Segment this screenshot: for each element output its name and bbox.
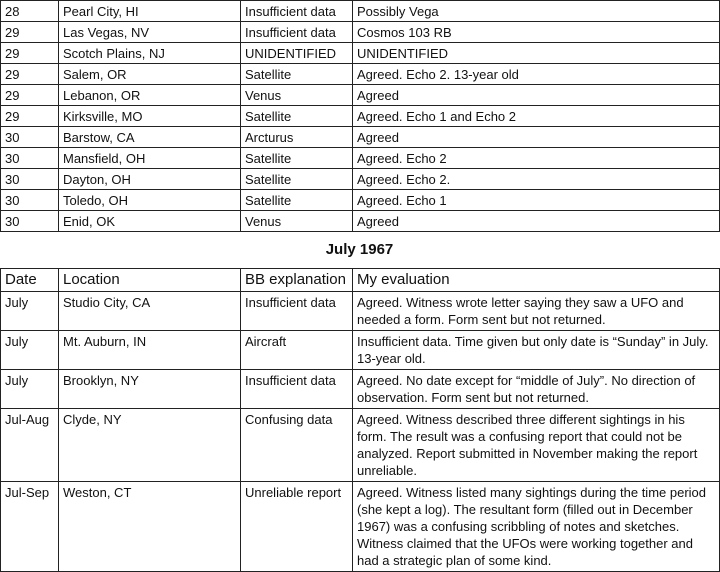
table-row: [1, 85, 720, 106]
cell-bb-explanation: Venus: [241, 211, 353, 232]
cell-location: Lebanon, OR: [59, 85, 241, 106]
cell-evaluation: UNIDENTIFIED: [353, 43, 720, 64]
cell-bb-explanation: Satellite: [241, 169, 353, 190]
cell-location: Mansfield, OH: [59, 148, 241, 169]
header-date: Date: [1, 269, 59, 292]
table-row: [1, 370, 720, 409]
table-row: [1, 482, 720, 572]
header-location: Location: [59, 269, 241, 292]
cell-evaluation: Agreed. Echo 2.: [353, 169, 720, 190]
cell-evaluation: Agreed. Echo 2: [353, 148, 720, 169]
cell-evaluation: Cosmos 103 RB: [353, 22, 720, 43]
header-row: [1, 269, 720, 292]
table-row: [1, 1, 720, 22]
table-row: [1, 211, 720, 232]
table-row: [1, 148, 720, 169]
cell-evaluation: Possibly Vega: [353, 1, 720, 22]
cell-bb-explanation: Satellite: [241, 148, 353, 169]
cell-location: Studio City, CA: [59, 292, 241, 331]
table-row: [1, 43, 720, 64]
table-row: [1, 64, 720, 85]
cell-evaluation: Agreed. Echo 1: [353, 190, 720, 211]
cell-location: Pearl City, HI: [59, 1, 241, 22]
cell-date: Jul-Aug: [1, 409, 59, 482]
july-sightings-body: [1, 292, 720, 572]
cell-bb-explanation: Insufficient data: [241, 1, 353, 22]
cell-evaluation: Insufficient data. Time given but only date is “Sunday” in July. 13-year old.: [353, 331, 720, 370]
cell-location: Brooklyn, NY: [59, 370, 241, 409]
cell-location: Salem, OR: [59, 64, 241, 85]
table-row: [1, 169, 720, 190]
header-bb-explanation: BB explanation: [241, 269, 353, 292]
cell-date: 30: [1, 211, 59, 232]
cell-date: 30: [1, 169, 59, 190]
cell-bb-explanation: UNIDENTIFIED: [241, 43, 353, 64]
cell-date: July: [1, 292, 59, 331]
section-title: July 1967: [325, 241, 394, 258]
cell-evaluation: Agreed. Echo 1 and Echo 2: [353, 106, 720, 127]
cell-bb-explanation: Satellite: [241, 190, 353, 211]
table-row: [1, 292, 720, 331]
cell-bb-explanation: Venus: [241, 85, 353, 106]
table-row: [1, 190, 720, 211]
cell-date: 28: [1, 1, 59, 22]
june-sightings-table: [0, 0, 720, 232]
cell-date: July: [1, 370, 59, 409]
cell-bb-explanation: Insufficient data: [241, 22, 353, 43]
cell-date: Jul-Sep: [1, 482, 59, 572]
cell-evaluation: Agreed. Witness listed many sightings during the time period (she kept a log). The resultant form (filled out in December 1967) was a confusing scribbling of notes and sketches. Witness claimed that the UFOs were working together and had a strategic plan of some kind.: [353, 482, 720, 572]
cell-date: 30: [1, 127, 59, 148]
cell-location: Scotch Plains, NJ: [59, 43, 241, 64]
cell-bb-explanation: Insufficient data: [241, 370, 353, 409]
cell-evaluation: Agreed: [353, 211, 720, 232]
cell-evaluation: Agreed: [353, 127, 720, 148]
july-sightings-table: [0, 268, 720, 572]
cell-date: 29: [1, 85, 59, 106]
cell-bb-explanation: Satellite: [241, 64, 353, 85]
cell-location: Barstow, CA: [59, 127, 241, 148]
cell-bb-explanation: Satellite: [241, 106, 353, 127]
table-row: [1, 127, 720, 148]
table-row: [1, 331, 720, 370]
cell-bb-explanation: Unreliable report: [241, 482, 353, 572]
cell-location: Toledo, OH: [59, 190, 241, 211]
cell-location: Enid, OK: [59, 211, 241, 232]
cell-date: July: [1, 331, 59, 370]
cell-date: 29: [1, 106, 59, 127]
cell-bb-explanation: Confusing data: [241, 409, 353, 482]
cell-evaluation: Agreed. Echo 2. 13-year old: [353, 64, 720, 85]
cell-evaluation: Agreed: [353, 85, 720, 106]
cell-location: Kirksville, MO: [59, 106, 241, 127]
cell-date: 30: [1, 148, 59, 169]
cell-evaluation: Agreed. Witness wrote letter saying they saw a UFO and needed a form. Form sent but not returned.: [353, 292, 720, 331]
table-row: [1, 106, 720, 127]
cell-location: Dayton, OH: [59, 169, 241, 190]
cell-location: Weston, CT: [59, 482, 241, 572]
table-row: [1, 22, 720, 43]
cell-location: Mt. Auburn, IN: [59, 331, 241, 370]
june-sightings-body: [1, 1, 720, 232]
table-row: [1, 409, 720, 482]
cell-date: 29: [1, 64, 59, 85]
header-my-evaluation: My evaluation: [353, 269, 720, 292]
cell-bb-explanation: Aircraft: [241, 331, 353, 370]
cell-location: Clyde, NY: [59, 409, 241, 482]
cell-evaluation: Agreed. Witness described three different sightings in his form. The result was a confusing report that could not be analyzed. Report submitted in November making the report unreliable.: [353, 409, 720, 482]
cell-evaluation: Agreed. No date except for “middle of July”. No direction of observation. Form sent but not returned.: [353, 370, 720, 409]
cell-bb-explanation: Arcturus: [241, 127, 353, 148]
cell-location: Las Vegas, NV: [59, 22, 241, 43]
cell-date: 30: [1, 190, 59, 211]
cell-date: 29: [1, 43, 59, 64]
cell-date: 29: [1, 22, 59, 43]
cell-bb-explanation: Insufficient data: [241, 292, 353, 331]
